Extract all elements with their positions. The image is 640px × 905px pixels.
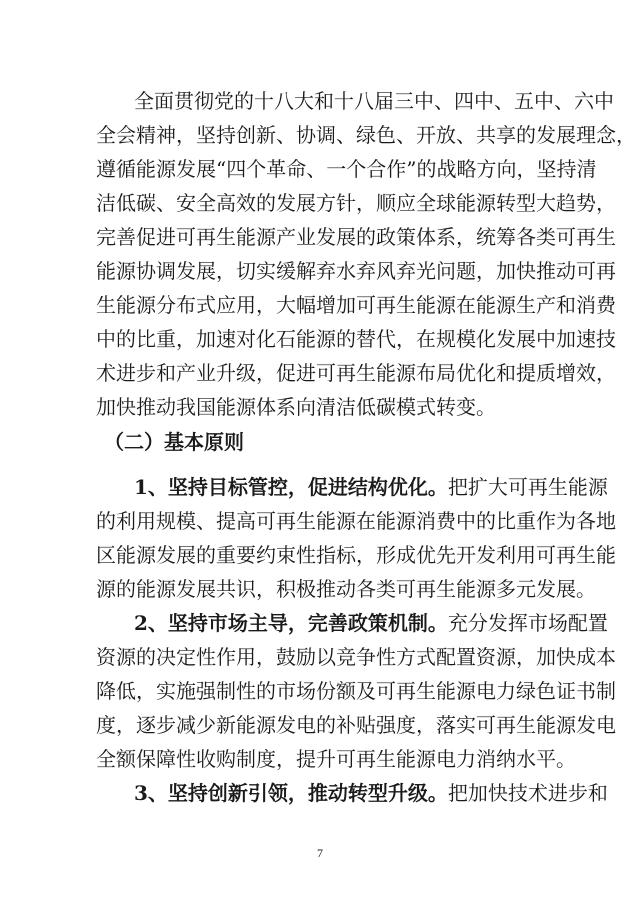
intro-line-8: 中的比重，加速对化石能源的替代，在规模化发展中加速技 [96,327,616,351]
section-heading: （二）基本原则 [104,430,244,454]
principle-2-line-2: 资源的决定性作用，鼓励以竞争性方式配置资源，加快成本 [96,645,616,669]
principle-2-line-3: 降低，实施强制性的市场份额及可再生能源电力绿色证书制 [96,679,616,703]
principle-2-line-4: 度，逐步减少新能源发电的补贴强度，落实可再生能源发电 [96,713,616,737]
intro-line-9: 术进步和产业升级，促进可再生能源布局优化和提质增效， [96,361,616,385]
page-number: 7 [317,846,323,860]
principle-1-title: 1、坚持目标管控，促进结构优化。 [134,475,448,499]
intro-line-6: 能源协调发展，切实缓解弃水弃风弃光问题，加快推动可再 [96,259,616,283]
intro-line-7: 生能源分布式应用，大幅增加可再生能源在能源生产和消费 [96,293,616,317]
intro-line-10: 加快推动我国能源体系向清洁低碳模式转变。 [96,395,496,419]
principle-1-line-3: 区能源发展的重要约束性指标，形成优先开发利用可再生能 [96,543,616,567]
principle-3-title: 3、坚持创新引领，推动转型升级。 [134,781,448,805]
intro-line-5: 完善促进可再生能源产业发展的政策体系，统筹各类可再生 [96,225,616,249]
intro-line-3: 遵循能源发展“四个革命、一个合作”的战略方向，坚持清 [96,157,597,181]
principle-1-first-line-rest: 把扩大可再生能源 [447,475,608,499]
principle-2-line-5: 全额保障性收购制度，提升可再生能源电力消纳水平。 [96,747,576,771]
principle-2-first-line-rest: 充分发挥市场配置 [447,611,608,635]
principle-3-first-line [134,776,608,810]
principle-2-first-line [134,606,608,640]
intro-line-1: 全面贯彻党的十八大和十八届三中、四中、五中、六中 [134,89,614,113]
intro-line-2: 全会精神，坚持创新、协调、绿色、开放、共享的发展理念， [96,123,636,147]
intro-line-4: 洁低碳、安全高效的发展方针，顺应全球能源转型大趋势， [96,191,616,215]
principle-3-first-line-rest: 把加快技术进步和 [447,781,608,805]
principle-1-line-2: 的利用规模、提高可再生能源在能源消费中的比重作为各地 [96,509,616,533]
principle-2-title: 2、坚持市场主导，完善政策机制。 [134,611,448,635]
principle-1-line-4: 源的能源发展共识，积极推动各类可再生能源多元发展。 [96,577,596,601]
principle-1-first-line [134,470,608,504]
